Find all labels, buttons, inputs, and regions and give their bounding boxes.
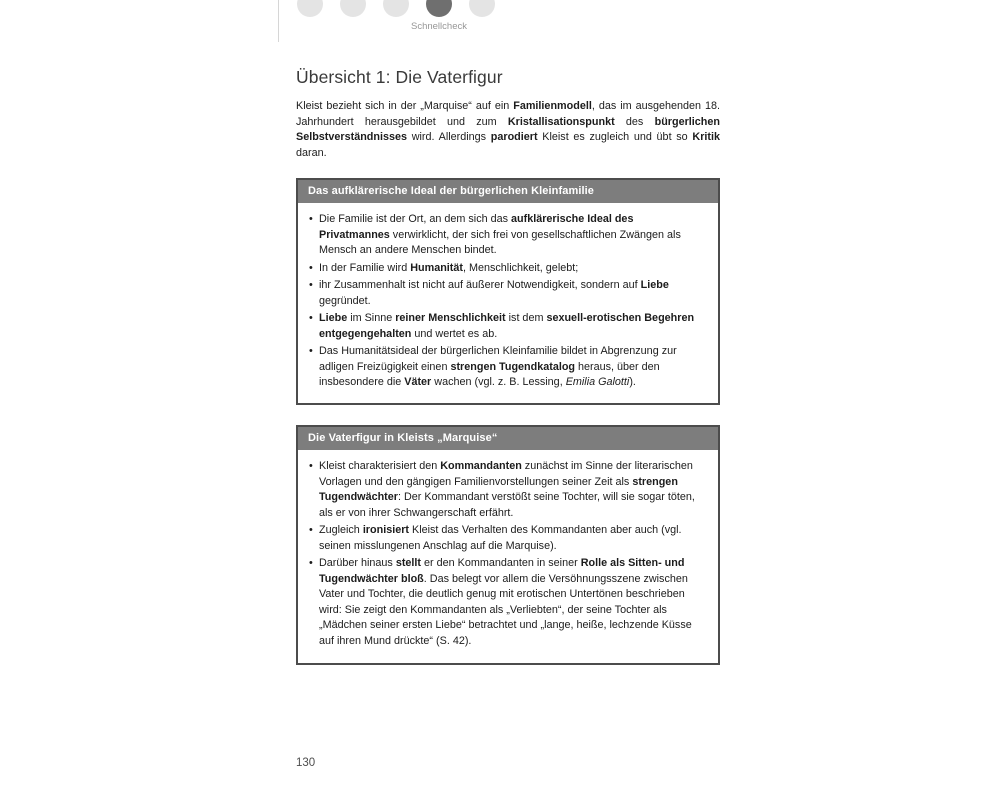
text-segment: im Sinne [347,312,396,324]
bullet-item [308,556,704,649]
text-segment: daran. [296,146,327,159]
text-segment: In der Familie wird [319,261,411,274]
bullet-item [308,523,704,554]
progress-dot [383,0,409,17]
text-segment: ist dem [505,312,547,324]
info-box-buergerliche-kleinfamilie [296,178,720,405]
schnellcheck-progress-dots [297,0,495,17]
text-segment: strengen Tugendwächter [319,475,678,503]
text-segment: Kristallisationspunkt [507,115,615,128]
info-box-header: Die Vaterfigur in Kleists „Marquise“ [298,427,718,450]
text-segment: Kritik [692,131,720,143]
text-segment: ironisiert [362,524,410,536]
text-segment: ). [629,376,636,388]
progress-dot [297,0,323,17]
page-number: 130 [296,757,316,769]
text-segment: , das im ausgehenden 18. Jahrhundert herausgebildet und zum [296,100,720,128]
text-segment: Darüber hinaus [319,557,396,569]
bullet-item [308,344,704,391]
bullet-item [308,278,704,309]
info-box-bullet-list [298,203,718,403]
text-segment: stellt [395,557,422,569]
text-segment: Familienmodell [513,100,592,112]
text-segment: gegründet. [319,294,371,307]
text-segment: er den Kommandanten in seiner [421,557,581,569]
text-segment: aufklärerische Ideal des Privatmannes [319,213,634,241]
info-box-vaterfigur-marquise [296,425,720,665]
text-segment: : Der Kommandant verstößt seine Tochter, will sie sogar töten, als er von ihrer Schwangerschaft erfährt. [319,491,695,519]
bullet-item [308,212,704,259]
bullet-item [308,459,704,521]
text-segment: . Das belegt vor allem die Versöhnungsszene zwischen Vater und Tochter, die deutlich genug mit erotischen Untertönen beschrieben wird: Sie zeigt den Kommandanten als „Verliebten“, der seine Tochter als „Mädchen seiner ersten Liebe“ betrachtet und „lange, heiße, lechzende Küsse auf ihren Mund drückte“ (S. 42). [319,572,692,647]
text-segment: und wertet es ab. [411,327,498,340]
text-segment: Rolle als Sitten- und Tugendwächter bloß [319,557,685,585]
text-segment: heraus, über den insbesondere die [319,360,660,388]
info-box-header: Das aufklärerische Ideal der bürgerlichen Kleinfamilie [298,180,718,203]
text-segment: reiner Menschlichkeit [395,312,506,324]
schnellcheck-label: Schnellcheck [411,21,467,32]
text-segment: Die Familie ist der Ort, an dem sich das [319,213,512,225]
progress-dot-active [426,0,452,17]
text-segment: des [614,115,655,128]
text-segment: Emilia Galotti [565,376,630,388]
intro-paragraph [296,99,720,161]
text-segment: Humanität [410,261,463,274]
page-title: Übersicht 1: Die Vaterfigur [296,67,503,87]
text-segment: Kommandanten [440,460,522,472]
text-segment: wachen (vgl. z. B. Lessing, [431,376,566,388]
text-segment: wird. Allerdings [407,131,491,143]
bullet-item [308,311,704,342]
text-segment: bürgerlichen Selbstverständnisses [296,115,720,143]
text-segment: Kleist das Verhalten des Kommandanten aber auch (vgl. seinen misslungenen Anschlag auf die Marquise). [319,524,682,552]
text-segment: Väter [404,376,432,388]
text-segment: Zugleich [319,524,363,536]
text-segment: sexuell-erotischen Begehren entgegengehalten [319,312,695,340]
text-segment: Kleist bezieht sich in der „Marquise“ auf ein [296,100,514,112]
text-segment: Kleist charakterisiert den [319,460,441,472]
text-segment: parodiert [490,131,538,143]
text-segment: verwirklicht, der sich frei von gesellschaftlichen Zwängen als Mensch an andere Menschen bindet. [319,228,681,256]
progress-dot [340,0,366,17]
info-box-bullet-list [298,450,718,661]
text-segment: Das Humanitätsideal der bürgerlichen Kleinfamilie bildet in Abgrenzung zur adligen Freizügigkeit einen [319,345,677,373]
text-segment: Liebe [640,279,669,291]
text-segment: Kleist es zugleich und übt so [537,131,693,143]
bullet-item [308,261,704,277]
text-segment: Liebe [319,312,348,324]
text-segment: , Menschlichkeit, gelebt; [463,261,579,274]
progress-dot [469,0,495,17]
text-segment: strengen Tugendkatalog [450,360,576,373]
text-segment: ihr Zusammenhalt ist nicht auf äußerer Notwendigkeit, sondern auf [319,279,641,291]
column-divider [278,0,279,42]
text-segment: zunächst im Sinne der literarischen Vorlagen und den gängigen Familienvorstellungen seiner Zeit als [319,460,693,488]
